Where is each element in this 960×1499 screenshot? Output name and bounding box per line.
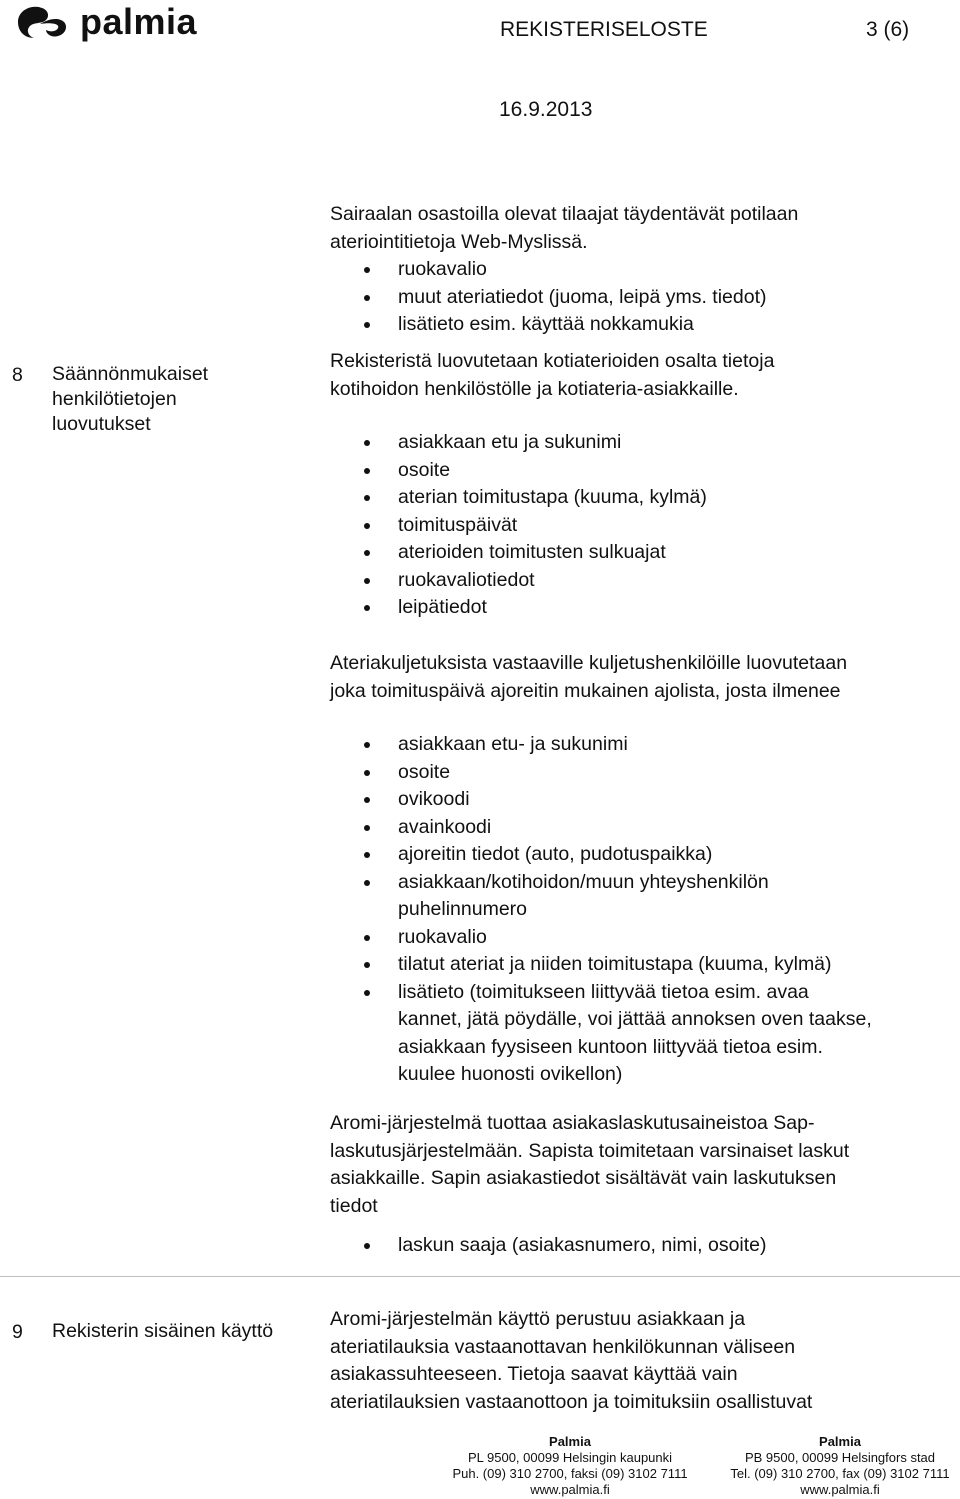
paragraph-line: tiedot xyxy=(330,1194,378,1217)
list-item: laskun saaja (asiakasnumero, nimi, osoite) xyxy=(398,1232,767,1260)
list-item: osoite xyxy=(398,759,872,787)
list-item: ruokavaliotiedot xyxy=(398,567,707,595)
section-8-title xyxy=(52,362,208,437)
footer-company: Palmia xyxy=(549,1434,591,1449)
footer-website: www.palmia.fi xyxy=(530,1482,610,1497)
list-item: ruokavalio xyxy=(398,924,872,952)
bullet-icon xyxy=(364,990,370,996)
bullet-icon xyxy=(364,322,370,328)
section-8-title-line: henkilötietojen xyxy=(52,388,177,410)
section-8-intro xyxy=(330,201,798,256)
bullet-icon xyxy=(364,962,370,968)
bullet-icon xyxy=(364,1243,370,1249)
bullet-icon xyxy=(364,605,370,611)
paragraph-line: ateriatilauksien vastaanottoon ja toimituksiin osallistuvat xyxy=(330,1390,813,1413)
delivery-bullet-list xyxy=(398,731,872,1089)
list-item: muut ateriatiedot (juoma, leipä yms. tiedot) xyxy=(398,284,767,312)
document-title: REKISTERISELOSTE xyxy=(500,18,708,41)
logo-text: palmia xyxy=(80,1,198,42)
section-8-title-line: luovutukset xyxy=(52,413,151,435)
list-item: asiakkaan etu ja sukunimi xyxy=(398,429,707,457)
list-item: ovikoodi xyxy=(398,786,872,814)
page-number: 3 (6) xyxy=(866,18,910,41)
paragraph-line: joka toimituspäivä ajoreitin mukainen ajolista, josta ilmenee xyxy=(330,679,841,702)
bullet-icon xyxy=(364,523,370,529)
intro-bullet-list xyxy=(398,256,767,339)
section-9-text xyxy=(330,1306,812,1416)
bullet-icon xyxy=(364,880,370,886)
footer-swedish xyxy=(722,1434,958,1498)
section-9-number: 9 xyxy=(12,1321,23,1343)
list-item: asiakkaan/kotihoidon/muun yhteyshenkilön puhelinnumero xyxy=(398,869,872,924)
palmia-logo xyxy=(12,2,197,42)
bullet-icon xyxy=(364,852,370,858)
home-meal-bullet-list xyxy=(398,429,707,622)
paragraph-line: kotihoidon henkilöstölle ja kotiateria-asiakkaille. xyxy=(330,377,739,400)
list-item: avainkoodi xyxy=(398,814,872,842)
bullet-icon xyxy=(364,797,370,803)
list-item: lisätieto esim. käyttää nokkamukia xyxy=(398,311,767,339)
footer-phone: Puh. (09) 310 2700, faksi (09) 3102 7111 xyxy=(452,1466,688,1481)
bullet-icon xyxy=(364,468,370,474)
bullet-icon xyxy=(364,267,370,273)
list-item: asiakkaan etu- ja sukunimi xyxy=(398,731,872,759)
section-8-paragraph-2 xyxy=(330,348,774,403)
section-8-paragraph-3 xyxy=(330,650,847,705)
list-item: aterioiden toimitusten sulkuajat xyxy=(398,539,707,567)
list-item: ajoreitin tiedot (auto, pudotuspaikka) xyxy=(398,841,872,869)
footer-finnish xyxy=(425,1434,715,1498)
list-item: ruokavalio xyxy=(398,256,767,284)
section-8-number: 8 xyxy=(12,364,23,386)
footer-website: www.palmia.fi xyxy=(800,1482,880,1497)
list-item: lisätieto (toimitukseen liittyvää tietoa esim. avaa kannet, jätä pöydälle, voi jättää annoksen oven taakse, asiakkaan fyysiseen kuntoon liittyvää tietoa esim. kuulee huonosti ovikellon) xyxy=(398,979,872,1089)
paragraph-line: ateriatilauksia vastaanottavan henkilökunnan väliseen xyxy=(330,1335,796,1358)
bullet-icon xyxy=(364,295,370,301)
section-8-title-line: Säännönmukaiset xyxy=(52,363,209,385)
list-item: tilatut ateriat ja niiden toimitustapa (kuuma, kylmä) xyxy=(398,951,872,979)
paragraph-line: Aromi-järjestelmän käyttö perustuu asiakkaan ja xyxy=(330,1308,746,1330)
paragraph-line: Sairaalan osastoilla olevat tilaajat täydentävät potilaan xyxy=(330,203,799,225)
bullet-icon xyxy=(364,578,370,584)
paragraph-line: Aromi-järjestelmä tuottaa asiakaslaskutusaineistoa Sap- xyxy=(330,1112,815,1134)
list-item: leipätiedot xyxy=(398,594,707,622)
bullet-icon xyxy=(364,550,370,556)
section-8-paragraph-4 xyxy=(330,1110,849,1220)
bullet-icon xyxy=(364,440,370,446)
palmia-swirl-icon xyxy=(12,2,72,42)
paragraph-line: laskutusjärjestelmään. Sapista toimitetaan varsinaiset laskut xyxy=(330,1139,850,1162)
paragraph-line: asiakassuhteeseen. Tietoja saavat käyttää vain xyxy=(330,1363,738,1385)
section-divider xyxy=(0,1276,960,1277)
paragraph-line: Ateriakuljetuksista vastaaville kuljetushenkilöille luovutetaan xyxy=(330,652,848,674)
bullet-icon xyxy=(364,495,370,501)
list-item: aterian toimitustapa (kuuma, kylmä) xyxy=(398,484,707,512)
list-item: toimituspäivät xyxy=(398,512,707,540)
list-item: osoite xyxy=(398,457,707,485)
paragraph-line: ateriointitietoja Web-Myslissä. xyxy=(330,230,588,253)
footer-address: PB 9500, 00099 Helsingfors stad xyxy=(744,1450,936,1465)
footer-phone: Tel. (09) 310 2700, fax (09) 3102 7111 xyxy=(730,1466,950,1481)
section-9-title: Rekisterin sisäinen käyttö xyxy=(52,1320,274,1342)
footer-address: PL 9500, 00099 Helsingin kaupunki xyxy=(467,1450,673,1465)
paragraph-line: asiakkaille. Sapin asiakastiedot sisältävät vain laskutuksen xyxy=(330,1167,837,1189)
bullet-icon xyxy=(364,742,370,748)
bullet-icon xyxy=(364,770,370,776)
document-date: 16.9.2013 xyxy=(499,98,593,121)
bullet-icon xyxy=(364,935,370,941)
paragraph-line: Rekisteristä luovutetaan kotiaterioiden osalta tietoja xyxy=(330,350,775,372)
bullet-icon xyxy=(364,825,370,831)
footer-company: Palmia xyxy=(819,1434,861,1449)
invoice-bullet-list xyxy=(398,1232,767,1260)
